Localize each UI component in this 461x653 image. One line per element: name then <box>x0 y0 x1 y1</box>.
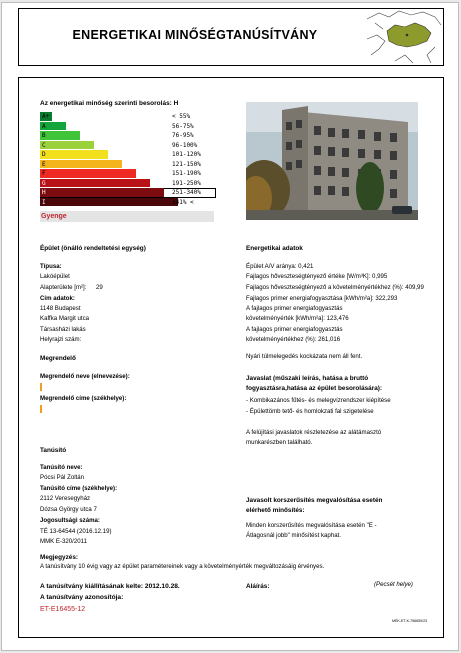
hungary-map-icon <box>365 9 443 65</box>
certificate-title: ENERGETIKAI MINŐSÉGTANÚSÍTVÁNY <box>72 28 318 42</box>
building-address-line3: Társasházi lakás <box>40 326 86 333</box>
rating-range-label: 101-120% <box>172 151 201 158</box>
rating-range-label: 121-150% <box>172 160 201 168</box>
energy-primary: Fajlagos primer energiafogyasztása [kWh/m²a]: 322,293 <box>246 295 398 302</box>
rating-bar-e <box>40 160 122 169</box>
client-name-label: Megrendelő neve (elnevezése): <box>40 373 130 380</box>
proposal-item2: - Épülettömb tető- és homlokzati fal szigetelése <box>246 408 374 415</box>
rating-bar-i <box>40 198 178 207</box>
rating-bar-label: F <box>42 170 46 177</box>
client-address-marker <box>40 405 42 413</box>
building-heading: Épület (önálló rendeltetési egység) <box>40 245 146 252</box>
issue-date: A tanúsítvány kiállításának kelte: 2012.10.28. <box>40 583 180 590</box>
building-address-label: Cím adatok: <box>40 295 75 302</box>
certificate-header <box>18 8 444 66</box>
rating-range-label: 251-340% <box>172 189 201 196</box>
certifier-license-label: Jogosultsági száma: <box>40 517 100 524</box>
rating-bar-label: A+ <box>42 113 50 120</box>
energy-ratio-line1: A fajlagos primer energiafogyasztás <box>246 326 343 333</box>
rating-bar-label: D <box>42 151 46 158</box>
rating-range-label: < 55% <box>172 113 191 120</box>
energy-req-line1: A fajlagos primer energiafogyasztás <box>246 305 343 312</box>
best-heading-line1: Javasolt korszerűsítés megvalósítása esetén <box>246 497 383 504</box>
rating-range-label: 76-95% <box>172 132 194 139</box>
energy-av-ratio: Épület A/V aránya: 0,421 <box>246 263 314 270</box>
notes-text: A tanúsítvány 10 évig vagy az épület paramétereinek vagy a követelményérték megváltozásáig érvényes. <box>40 563 325 570</box>
certificate-page <box>1 2 459 651</box>
building-area-label: Alapterülete [m²]: <box>40 284 87 291</box>
rating-range-label: 191-250% <box>172 179 201 187</box>
certifier-address-label: Tanúsító címe (székhelye): <box>40 485 118 492</box>
energy-u-value: Fajlagos hőveszteségtényező értéke [W/m³K]: 0,995 <box>246 273 388 280</box>
certifier-address-line2: Dózsa György utca 7 <box>40 506 97 513</box>
proposal-heading-line1: Javaslat (műszaki leírás, hatása a bruttó <box>246 375 369 382</box>
rating-bar-label: G <box>42 179 46 187</box>
building-address-line1: 1148 Budapest <box>40 305 81 312</box>
proposal-note-line2: munkarészben található. <box>246 439 313 446</box>
rating-bar-g <box>40 179 150 188</box>
best-heading-line2: elérhető minősítés: <box>246 507 305 514</box>
rating-range-label: 96-100% <box>172 141 198 149</box>
rating-bar-aplus <box>40 112 52 121</box>
rating-bar-label: C <box>42 141 46 149</box>
certifier-license-line2: MMK E-320/2011 <box>40 538 87 545</box>
rating-bar-label: B <box>42 132 46 139</box>
client-address-label: Megrendelő címe (székhelye): <box>40 395 127 402</box>
building-photo <box>246 102 418 220</box>
energy-u-ratio: Fajlagos hőveszteségtényező a követelményértékhez (%): 409,99 <box>246 284 424 291</box>
best-text-line1: Minden korszerűsítés megvalósítása esetén "E - <box>246 522 377 529</box>
rating-bar-label: H <box>42 189 46 196</box>
rating-bar-b <box>40 131 80 140</box>
form-code: MÉK-ET-K-756650/23 <box>392 619 428 623</box>
building-type-label: Típusa: <box>40 263 62 270</box>
stamp-placeholder: (Pecsét helye) <box>374 581 413 588</box>
best-text-line2: Átlagosnál jobb" minősítést kaphat. <box>246 532 341 539</box>
certifier-address-line1: 2112 Veresegyház <box>40 495 91 502</box>
rating-verdict: Gyenge <box>40 211 214 222</box>
building-address-line2: Kaffka Margit utca <box>40 315 89 322</box>
client-name-marker <box>40 383 42 391</box>
rating-bar-d <box>40 150 108 159</box>
building-type-value: Lakóépület <box>40 273 70 280</box>
energy-summer: Nyári túlmelegedés kockázata nem áll fent. <box>246 353 363 360</box>
rating-bar-h <box>40 188 164 197</box>
energy-heading: Energetikai adatok <box>246 245 303 252</box>
certifier-name-label: Tanúsító neve: <box>40 464 83 471</box>
rating-bar-f <box>40 169 136 178</box>
building-area-value: 29 <box>96 284 103 291</box>
building-lot-label: Helyrajzi szám: <box>40 336 82 343</box>
certificate-id-value: ET-E16455-12 <box>40 606 86 613</box>
certificate-id-label: A tanúsítvány azonosítója: <box>40 594 124 601</box>
certifier-license-line1: TÉ 13-64544 (2016.12.19) <box>40 528 112 535</box>
certifier-name-value: Pócsi Pál Zoltán <box>40 474 85 481</box>
proposal-item1: - Kombikazános fűtés- és melegvízrendszer kiépítése <box>246 397 391 404</box>
energy-req-line2: követelményérték [kWh/m²a]: 123,476 <box>246 315 349 322</box>
certifier-heading: Tanúsító <box>40 447 67 454</box>
proposal-heading-line2: fogyasztásra,hatása az épület besorolására): <box>246 385 383 392</box>
rating-bar-a <box>40 122 66 131</box>
energy-ratio-line2: követelményértékhez (%): 261,016 <box>246 336 341 343</box>
signature-label: Aláírás: <box>246 583 270 590</box>
notes-heading: Megjegyzés: <box>40 554 79 561</box>
rating-range-label: 151-190% <box>172 170 201 177</box>
rating-bar-label: A <box>42 122 46 130</box>
rating-range-label: 341% < <box>172 198 194 206</box>
rating-bar-label: I <box>42 198 46 206</box>
client-heading: Megrendelő <box>40 355 76 362</box>
rating-bar-label: E <box>42 160 46 168</box>
proposal-note-line1: A felújítási javaslatok részletezése az alátámasztó <box>246 429 382 436</box>
rating-heading: Az energetikai minőség szerinti besorolás: H <box>40 100 179 107</box>
rating-bar-c <box>40 141 94 150</box>
rating-range-label: 56-75% <box>172 122 194 130</box>
